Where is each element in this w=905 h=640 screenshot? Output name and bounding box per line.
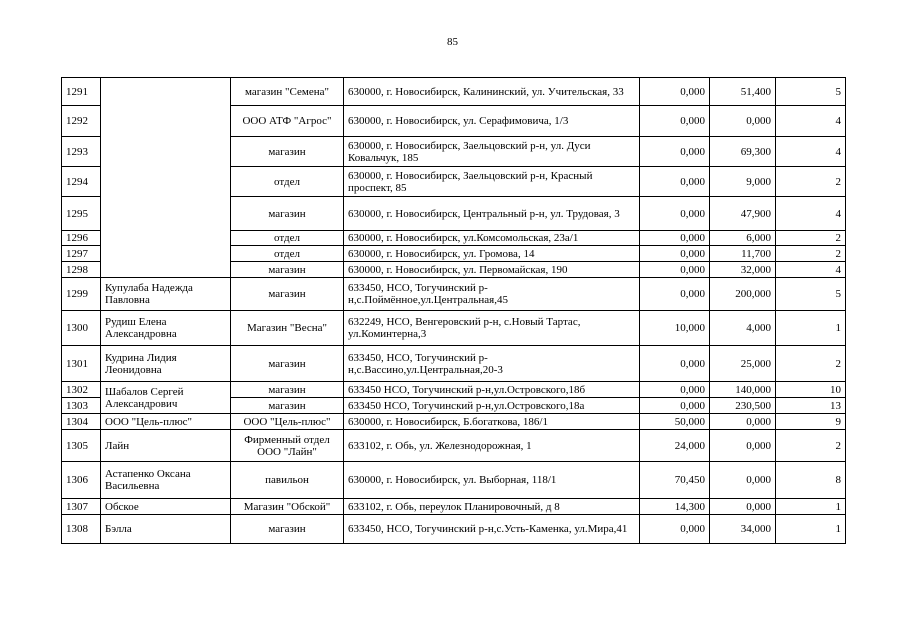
table-row (62, 462, 846, 499)
address: 633450 НСО, Тогучинский р-н,ул.Островского,18а (344, 398, 640, 414)
address: 633450, НСО, Тогучинский р-н,с.Поймённое,ул.Центральная,45 (344, 278, 640, 311)
value-1: 10,000 (640, 311, 710, 346)
value-1: 0,000 (640, 246, 710, 262)
value-1: 0,000 (640, 137, 710, 167)
value-3: 2 (776, 246, 846, 262)
address: 630000, г. Новосибирск, Заельцовский р-н, Красный проспект, 85 (344, 167, 640, 197)
value-1: 50,000 (640, 414, 710, 430)
address: 633450 НСО, Тогучинский р-н,ул.Островского,18б (344, 382, 640, 398)
value-2: 4,000 (710, 311, 776, 346)
value-1: 0,000 (640, 515, 710, 544)
address: 630000, г. Новосибирск, Заельцовский р-н, ул. Дуси Ковальчук, 185 (344, 137, 640, 167)
value-3: 4 (776, 262, 846, 278)
row-number: 1301 (62, 346, 101, 382)
value-1: 0,000 (640, 78, 710, 106)
table-row (62, 499, 846, 515)
owner-cell: Кудрина Лидия Леонидовна (101, 346, 231, 382)
row-number: 1299 (62, 278, 101, 311)
value-1: 0,000 (640, 278, 710, 311)
store-type: павильон (231, 462, 344, 499)
owner-cell: Шабалов Сергей Александрович (101, 382, 231, 414)
value-1: 14,300 (640, 499, 710, 515)
table-row (62, 346, 846, 382)
page-number: 85 (447, 36, 458, 48)
value-3: 2 (776, 231, 846, 246)
store-type: отдел (231, 167, 344, 197)
owner-cell: Лайн (101, 430, 231, 462)
address: 630000, г. Новосибирск, ул.Комсомольская, 23а/1 (344, 231, 640, 246)
row-number: 1303 (62, 398, 101, 414)
address: 633102, г. Обь, переулок Планировочный, д 8 (344, 499, 640, 515)
owner-cell: Обское (101, 499, 231, 515)
value-1: 0,000 (640, 346, 710, 382)
value-1: 0,000 (640, 231, 710, 246)
address: 630000, г. Новосибирск, Центральный р-н, ул. Трудовая, 3 (344, 197, 640, 231)
value-3: 2 (776, 167, 846, 197)
value-3: 5 (776, 278, 846, 311)
store-type: ООО АТФ "Агрос" (231, 106, 344, 137)
owner-cell: Рудиш Елена Александровна (101, 311, 231, 346)
registry-table (61, 77, 846, 544)
store-type: магазин "Семена" (231, 78, 344, 106)
address: 630000, г. Новосибирск, ул. Первомайская, 190 (344, 262, 640, 278)
value-3: 9 (776, 414, 846, 430)
value-2: 25,000 (710, 346, 776, 382)
owner-cell: Купулаба Надежда Павловна (101, 278, 231, 311)
value-2: 200,000 (710, 278, 776, 311)
owner-cell: ООО "Цель-плюс" (101, 414, 231, 430)
address: 633450, НСО, Тогучинский р-н,с.Усть-Каменка, ул.Мира,41 (344, 515, 640, 544)
value-1: 0,000 (640, 262, 710, 278)
owner-cell: Бэлла (101, 515, 231, 544)
value-2: 47,900 (710, 197, 776, 231)
store-type: магазин (231, 137, 344, 167)
store-type: ООО "Цель-плюс" (231, 414, 344, 430)
row-number: 1302 (62, 382, 101, 398)
value-3: 8 (776, 462, 846, 499)
value-3: 1 (776, 499, 846, 515)
value-1: 0,000 (640, 106, 710, 137)
value-2: 11,700 (710, 246, 776, 262)
store-type: Магазин "Обской" (231, 499, 344, 515)
store-type: магазин (231, 515, 344, 544)
row-number: 1297 (62, 246, 101, 262)
owner-cell (101, 78, 231, 278)
store-type: Магазин "Весна" (231, 311, 344, 346)
row-number: 1298 (62, 262, 101, 278)
address: 630000, г. Новосибирск, ул. Громова, 14 (344, 246, 640, 262)
value-3: 4 (776, 137, 846, 167)
table-row (62, 78, 846, 106)
address: 630000, г. Новосибирск, ул. Выборная, 118/1 (344, 462, 640, 499)
value-2: 0,000 (710, 430, 776, 462)
value-2: 0,000 (710, 414, 776, 430)
row-number: 1295 (62, 197, 101, 231)
table-row (62, 430, 846, 462)
address: 633450, НСО, Тогучинский р-н,с.Вассино,ул.Центральная,20-3 (344, 346, 640, 382)
value-3: 2 (776, 430, 846, 462)
value-3: 4 (776, 197, 846, 231)
value-2: 34,000 (710, 515, 776, 544)
owner-cell: Астапенко Оксана Васильевна (101, 462, 231, 499)
value-1: 0,000 (640, 167, 710, 197)
value-2: 51,400 (710, 78, 776, 106)
value-3: 4 (776, 106, 846, 137)
value-3: 1 (776, 311, 846, 346)
store-type: магазин (231, 278, 344, 311)
row-number: 1305 (62, 430, 101, 462)
row-number: 1307 (62, 499, 101, 515)
store-type: магазин (231, 398, 344, 414)
value-2: 9,000 (710, 167, 776, 197)
value-2: 230,500 (710, 398, 776, 414)
value-1: 0,000 (640, 197, 710, 231)
table-row (62, 382, 846, 398)
store-type: отдел (231, 246, 344, 262)
row-number: 1293 (62, 137, 101, 167)
value-2: 69,300 (710, 137, 776, 167)
address: 630000, г. Новосибирск, ул. Серафимовича, 1/3 (344, 106, 640, 137)
value-3: 5 (776, 78, 846, 106)
store-type: магазин (231, 382, 344, 398)
value-2: 140,000 (710, 382, 776, 398)
value-2: 32,000 (710, 262, 776, 278)
address: 632249, НСО, Венгеровский р-н, с.Новый Тартас, ул.Коминтерна,3 (344, 311, 640, 346)
address: 630000, г. Новосибирск, Калининский, ул. Учительская, 33 (344, 78, 640, 106)
address: 630000, г. Новосибирск, Б.богаткова, 186/1 (344, 414, 640, 430)
row-number: 1306 (62, 462, 101, 499)
value-1: 0,000 (640, 382, 710, 398)
row-number: 1296 (62, 231, 101, 246)
value-2: 6,000 (710, 231, 776, 246)
value-3: 1 (776, 515, 846, 544)
value-3: 13 (776, 398, 846, 414)
table-row (62, 311, 846, 346)
value-2: 0,000 (710, 462, 776, 499)
value-3: 10 (776, 382, 846, 398)
table-row (62, 414, 846, 430)
row-number: 1292 (62, 106, 101, 137)
row-number: 1291 (62, 78, 101, 106)
row-number: 1308 (62, 515, 101, 544)
value-2: 0,000 (710, 106, 776, 137)
row-number: 1294 (62, 167, 101, 197)
value-3: 2 (776, 346, 846, 382)
row-number: 1304 (62, 414, 101, 430)
value-1: 70,450 (640, 462, 710, 499)
store-type: Фирменный отдел ООО "Лайн" (231, 430, 344, 462)
value-2: 0,000 (710, 499, 776, 515)
value-1: 0,000 (640, 398, 710, 414)
store-type: отдел (231, 231, 344, 246)
table-row (62, 278, 846, 311)
row-number: 1300 (62, 311, 101, 346)
address: 633102, г. Обь, ул. Железнодорожная, 1 (344, 430, 640, 462)
store-type: магазин (231, 262, 344, 278)
table-row (62, 515, 846, 544)
value-1: 24,000 (640, 430, 710, 462)
store-type: магазин (231, 346, 344, 382)
store-type: магазин (231, 197, 344, 231)
